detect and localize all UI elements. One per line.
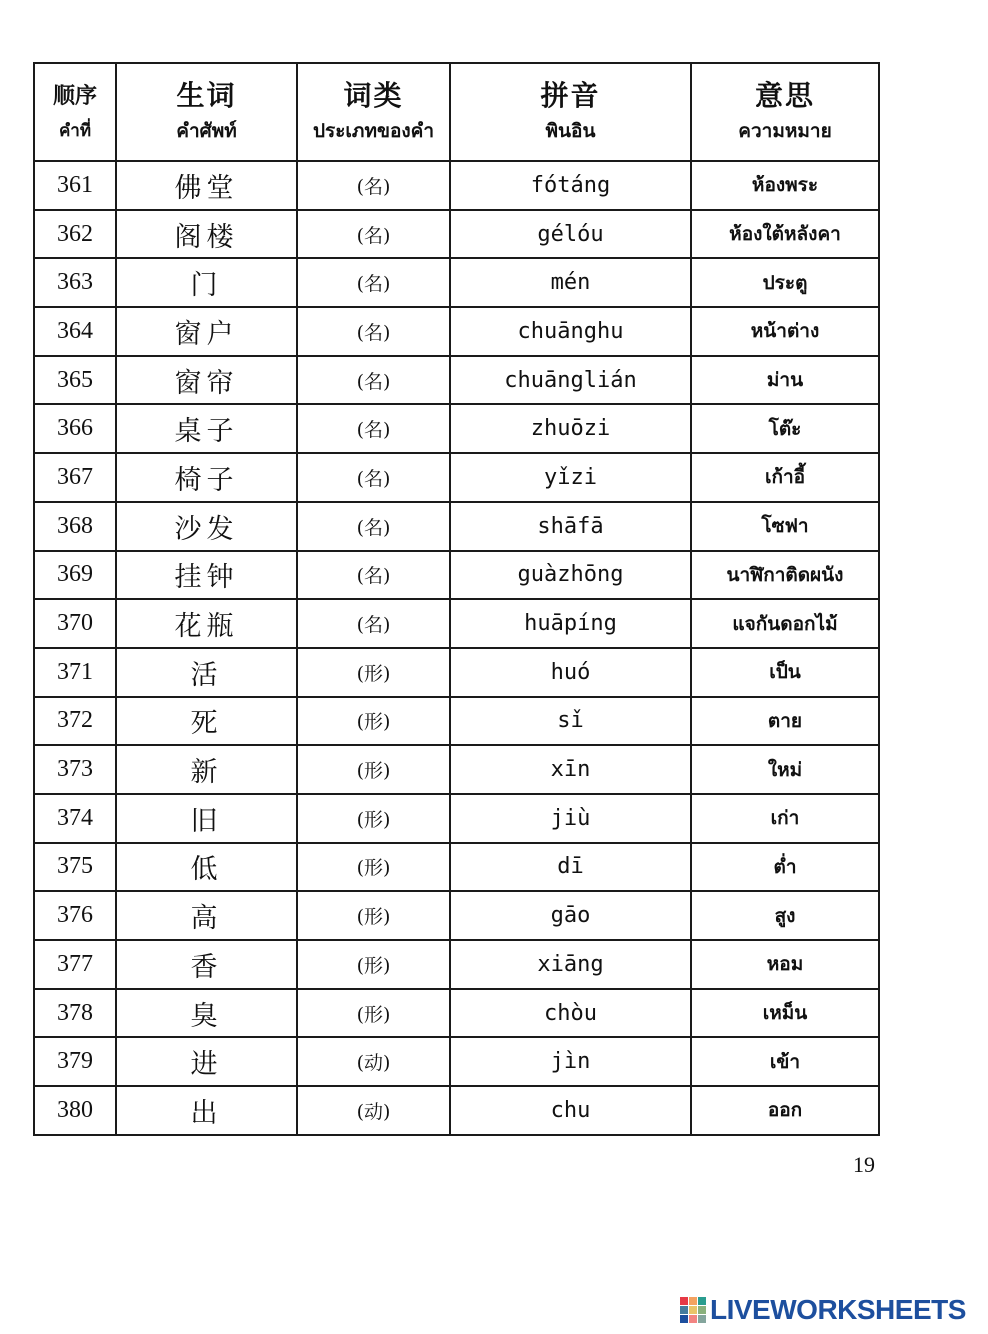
cell-number: 376 [34,891,116,940]
vocabulary-rows [34,161,879,1135]
cell-word: 进 [116,1037,297,1086]
cell-meaning: ประตู [691,258,879,307]
cell-meaning: หน้าต่าง [691,307,879,356]
cell-number: 377 [34,940,116,989]
logo-square [698,1297,706,1305]
cell-pinyin: huó [450,648,691,697]
cell-meaning: เข้า [691,1037,879,1086]
table-row [34,599,879,648]
table-row [34,551,879,600]
cell-word: 窗户 [116,307,297,356]
table-row [34,843,879,892]
cell-number: 367 [34,453,116,502]
watermark-text: LIVEWORKSHEETS [710,1294,966,1325]
cell-pinyin: chuānghu [450,307,691,356]
header-meaning-cn: 意思 [754,79,815,112]
cell-pinyin: sǐ [450,697,691,746]
table-row [34,210,879,259]
cell-pinyin: guàzhōng [450,551,691,600]
cell-meaning: เป็น [691,648,879,697]
cell-word-type: (形) [297,648,450,697]
cell-number: 363 [34,258,116,307]
logo-square [680,1297,688,1305]
cell-meaning: นาฬิกาติดผนัง [691,551,879,600]
cell-word: 活 [116,648,297,697]
cell-number: 372 [34,697,116,746]
cell-meaning: โต๊ะ [691,404,879,453]
cell-meaning: โซฟา [691,502,879,551]
cell-word-type: (形) [297,745,450,794]
cell-word-type: (形) [297,891,450,940]
cell-word-type: (形) [297,940,450,989]
table-row [34,940,879,989]
table-row [34,161,879,210]
cell-number: 373 [34,745,116,794]
cell-word-type: (形) [297,989,450,1038]
cell-word: 旧 [116,794,297,843]
cell-number: 375 [34,843,116,892]
header-type-th: ประเภทของคำ [312,120,435,142]
header-number-th: คำที่ [58,121,92,141]
table-row [34,697,879,746]
cell-word-type: (名) [297,551,450,600]
cell-word: 死 [116,697,297,746]
table-row [34,356,879,405]
cell-word-type: (名) [297,307,450,356]
vocabulary-table [33,62,880,1136]
cell-number: 369 [34,551,116,600]
table-row [34,891,879,940]
table-row [34,989,879,1038]
cell-pinyin: xiāng [450,940,691,989]
cell-pinyin: huāpíng [450,599,691,648]
cell-number: 371 [34,648,116,697]
header-number [34,63,116,161]
cell-pinyin: shāfā [450,502,691,551]
table-row [34,404,879,453]
cell-meaning: ต่ำ [691,843,879,892]
cell-pinyin: mén [450,258,691,307]
cell-number: 362 [34,210,116,259]
table-row [34,745,879,794]
cell-word: 桌子 [116,404,297,453]
cell-meaning: ใหม่ [691,745,879,794]
header-meaning [691,63,879,161]
table-header-row [34,63,879,161]
header-number-cn: 顺序 [52,83,97,109]
cell-word-type: (名) [297,161,450,210]
table-row [34,648,879,697]
cell-word: 窗帘 [116,356,297,405]
cell-meaning: เหม็น [691,989,879,1038]
liveworksheets-logo-icon [680,1297,706,1323]
logo-square [698,1306,706,1314]
header-pinyin [450,63,691,161]
table-row [34,307,879,356]
cell-number: 366 [34,404,116,453]
cell-word: 低 [116,843,297,892]
cell-word: 挂钟 [116,551,297,600]
cell-pinyin: jìn [450,1037,691,1086]
table-row [34,502,879,551]
cell-word: 佛堂 [116,161,297,210]
cell-word: 椅子 [116,453,297,502]
cell-word-type: (名) [297,210,450,259]
cell-meaning: แจกันดอกไม้ [691,599,879,648]
cell-word-type: (动) [297,1037,450,1086]
cell-meaning: เก้าอี้ [691,453,879,502]
cell-meaning: เก่า [691,794,879,843]
logo-square [689,1306,697,1314]
table-row [34,258,879,307]
cell-word-type: (动) [297,1086,450,1135]
header-meaning-th: ความหมาย [738,120,832,142]
cell-meaning: หอม [691,940,879,989]
header-word [116,63,297,161]
cell-word: 沙发 [116,502,297,551]
header-word-cn: 生词 [176,79,237,112]
cell-meaning: ห้องพระ [691,161,879,210]
logo-square [680,1315,688,1323]
cell-meaning: สูง [691,891,879,940]
logo-square [680,1306,688,1314]
cell-word: 高 [116,891,297,940]
cell-number: 368 [34,502,116,551]
cell-word: 香 [116,940,297,989]
cell-pinyin: gāo [450,891,691,940]
cell-pinyin: gélóu [450,210,691,259]
cell-meaning: ออก [691,1086,879,1135]
cell-word-type: (名) [297,356,450,405]
cell-pinyin: fótáng [450,161,691,210]
cell-word: 出 [116,1086,297,1135]
cell-pinyin: jiù [450,794,691,843]
cell-word-type: (名) [297,404,450,453]
cell-word: 花瓶 [116,599,297,648]
logo-square [689,1297,697,1305]
header-pinyin-th: พินอิน [545,120,596,142]
logo-square [689,1315,697,1323]
table-row [34,1086,879,1135]
header-type-cn: 词类 [343,79,404,112]
cell-word: 臭 [116,989,297,1038]
cell-word-type: (形) [297,843,450,892]
cell-word-type: (名) [297,453,450,502]
cell-meaning: ม่าน [691,356,879,405]
logo-square [698,1315,706,1323]
cell-word: 门 [116,258,297,307]
header-type [297,63,450,161]
cell-word-type: (形) [297,794,450,843]
cell-meaning: ห้องใต้หลังคา [691,210,879,259]
table-row [34,453,879,502]
header-pinyin-cn: 拼音 [540,79,601,112]
cell-number: 374 [34,794,116,843]
cell-pinyin: yǐzi [450,453,691,502]
cell-number: 365 [34,356,116,405]
cell-word: 阁楼 [116,210,297,259]
cell-word-type: (名) [297,502,450,551]
cell-pinyin: chuānglián [450,356,691,405]
header-word-th: คำศัพท์ [176,120,237,142]
cell-pinyin: xīn [450,745,691,794]
cell-number: 370 [34,599,116,648]
cell-pinyin: chòu [450,989,691,1038]
cell-pinyin: zhuōzi [450,404,691,453]
cell-word-type: (形) [297,697,450,746]
page-number: 19 [853,1152,875,1177]
table-row [34,1037,879,1086]
cell-pinyin: chu [450,1086,691,1135]
cell-number: 379 [34,1037,116,1086]
cell-meaning: ตาย [691,697,879,746]
cell-number: 378 [34,989,116,1038]
cell-number: 380 [34,1086,116,1135]
cell-word-type: (名) [297,599,450,648]
cell-number: 364 [34,307,116,356]
cell-pinyin: dī [450,843,691,892]
cell-word-type: (名) [297,258,450,307]
liveworksheets-watermark [680,1294,966,1326]
table-row [34,794,879,843]
cell-number: 361 [34,161,116,210]
cell-word: 新 [116,745,297,794]
